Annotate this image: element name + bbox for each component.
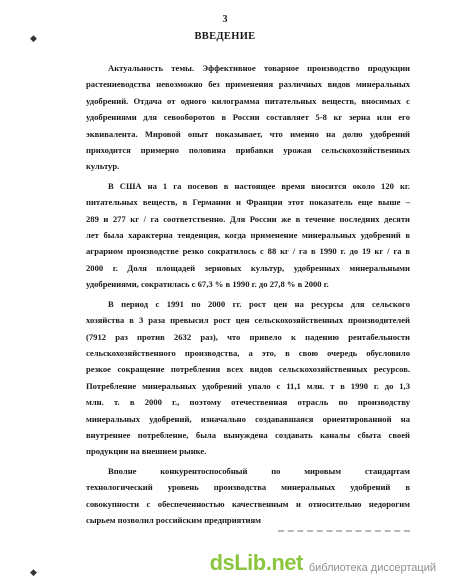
margin-mark-icon: ◆ bbox=[30, 567, 37, 577]
page-title: ВВЕДЕНИЕ bbox=[194, 31, 256, 42]
text-line: хозяйства в 3 раза превысил рост цен сельскохозяйственных производителей bbox=[86, 315, 410, 326]
text-line: аграрном производстве резко сократилось с 88 кг / га в 1990 г. до 19 кг / га в bbox=[86, 246, 410, 257]
text-line: минеральных удобрений, изначально создававшаяся ориентированной на bbox=[86, 413, 410, 424]
text-line: лет была характерна тенденция, когда применение минеральных удобрений в bbox=[86, 230, 410, 241]
paragraph bbox=[86, 296, 410, 460]
text-line: В США на 1 га посевов в настоящее время вносится около 120 кг. bbox=[108, 180, 410, 191]
text-line: совокупности с обеспеченностью качественным и относительно недорогим bbox=[86, 498, 410, 509]
redaction-line bbox=[278, 530, 410, 532]
paragraph bbox=[86, 463, 410, 529]
watermark bbox=[210, 550, 436, 576]
text-line: технологический уровень производства минеральных удобрений в bbox=[86, 482, 410, 493]
text-line: удобрениями, сократилась с 67,3 % в 1990 г. до 27,8 % в 2000 г. bbox=[86, 279, 329, 290]
text-line: удобрениями для севооборотов в России составляет 5-8 кг зерна или его bbox=[86, 112, 410, 123]
text-line: Актуальность темы. Эффективное товарное производство продукции bbox=[108, 63, 410, 73]
watermark-caption: библиотека диссертаций bbox=[308, 562, 436, 574]
text-line: (7912 раз против 2632 раз), что привело к падению рентабельности bbox=[86, 331, 410, 342]
document-body bbox=[86, 60, 410, 531]
text-line: В период с 1991 по 2000 гг. рост цен на ресурсы для сельского bbox=[108, 298, 410, 309]
text-line: растениеводства невозможно без применения различных видов минеральных bbox=[86, 79, 410, 90]
page-number: 3 bbox=[222, 14, 228, 25]
text-line: сельскохозяйственного производства, а это, в свою очередь обусловило bbox=[86, 347, 410, 358]
text-line: 2000 г. Доля площадей зерновых культур, удобренных минеральными bbox=[86, 262, 410, 273]
text-line: резкое сокращение потребления всех видов сельскохозяйственных ресурсов. bbox=[86, 364, 410, 375]
text-line: приходится примерно половина прибавки урожая сельскохозяйственных bbox=[86, 145, 410, 156]
text-line: питательных веществ, в Германии и Франции этот показатель еще выше – bbox=[86, 197, 410, 208]
text-line: продукции на внешнем рынке. bbox=[86, 446, 207, 457]
text-line: Вполне конкурентоспособный по мировым стандартам bbox=[108, 465, 410, 476]
text-line: удобрений. Отдача от одного килограмма питательных веществ, вносимых с bbox=[86, 95, 410, 106]
watermark-logo bbox=[210, 550, 303, 576]
text-line: 289 и 277 кг / га соответственно. Для России же в течение последних десяти bbox=[86, 213, 410, 224]
text-line: внутреннее потребление, была вынуждена создавать каналы сбыта своей bbox=[86, 429, 410, 440]
text-line: млн. т. в 2000 г., поэтому отечественная отрасль по производству bbox=[86, 397, 410, 408]
paragraph bbox=[86, 60, 410, 175]
text-line: Потребление минеральных удобрений упало с 11,1 млн. т в 1990 г. до 1,3 bbox=[86, 380, 410, 391]
text-line: эквивалента. Мировой опыт показывает, что именно на долю удобрений bbox=[86, 128, 410, 139]
paragraph bbox=[86, 178, 410, 293]
text-line: сырьем позволил российским предприятиям bbox=[86, 514, 261, 525]
watermark-logo-prefix: dsLib bbox=[209, 550, 266, 575]
margin-mark-icon: ◆ bbox=[30, 33, 37, 43]
watermark-logo-suffix: .net bbox=[265, 550, 303, 575]
text-line: культур. bbox=[86, 161, 120, 172]
